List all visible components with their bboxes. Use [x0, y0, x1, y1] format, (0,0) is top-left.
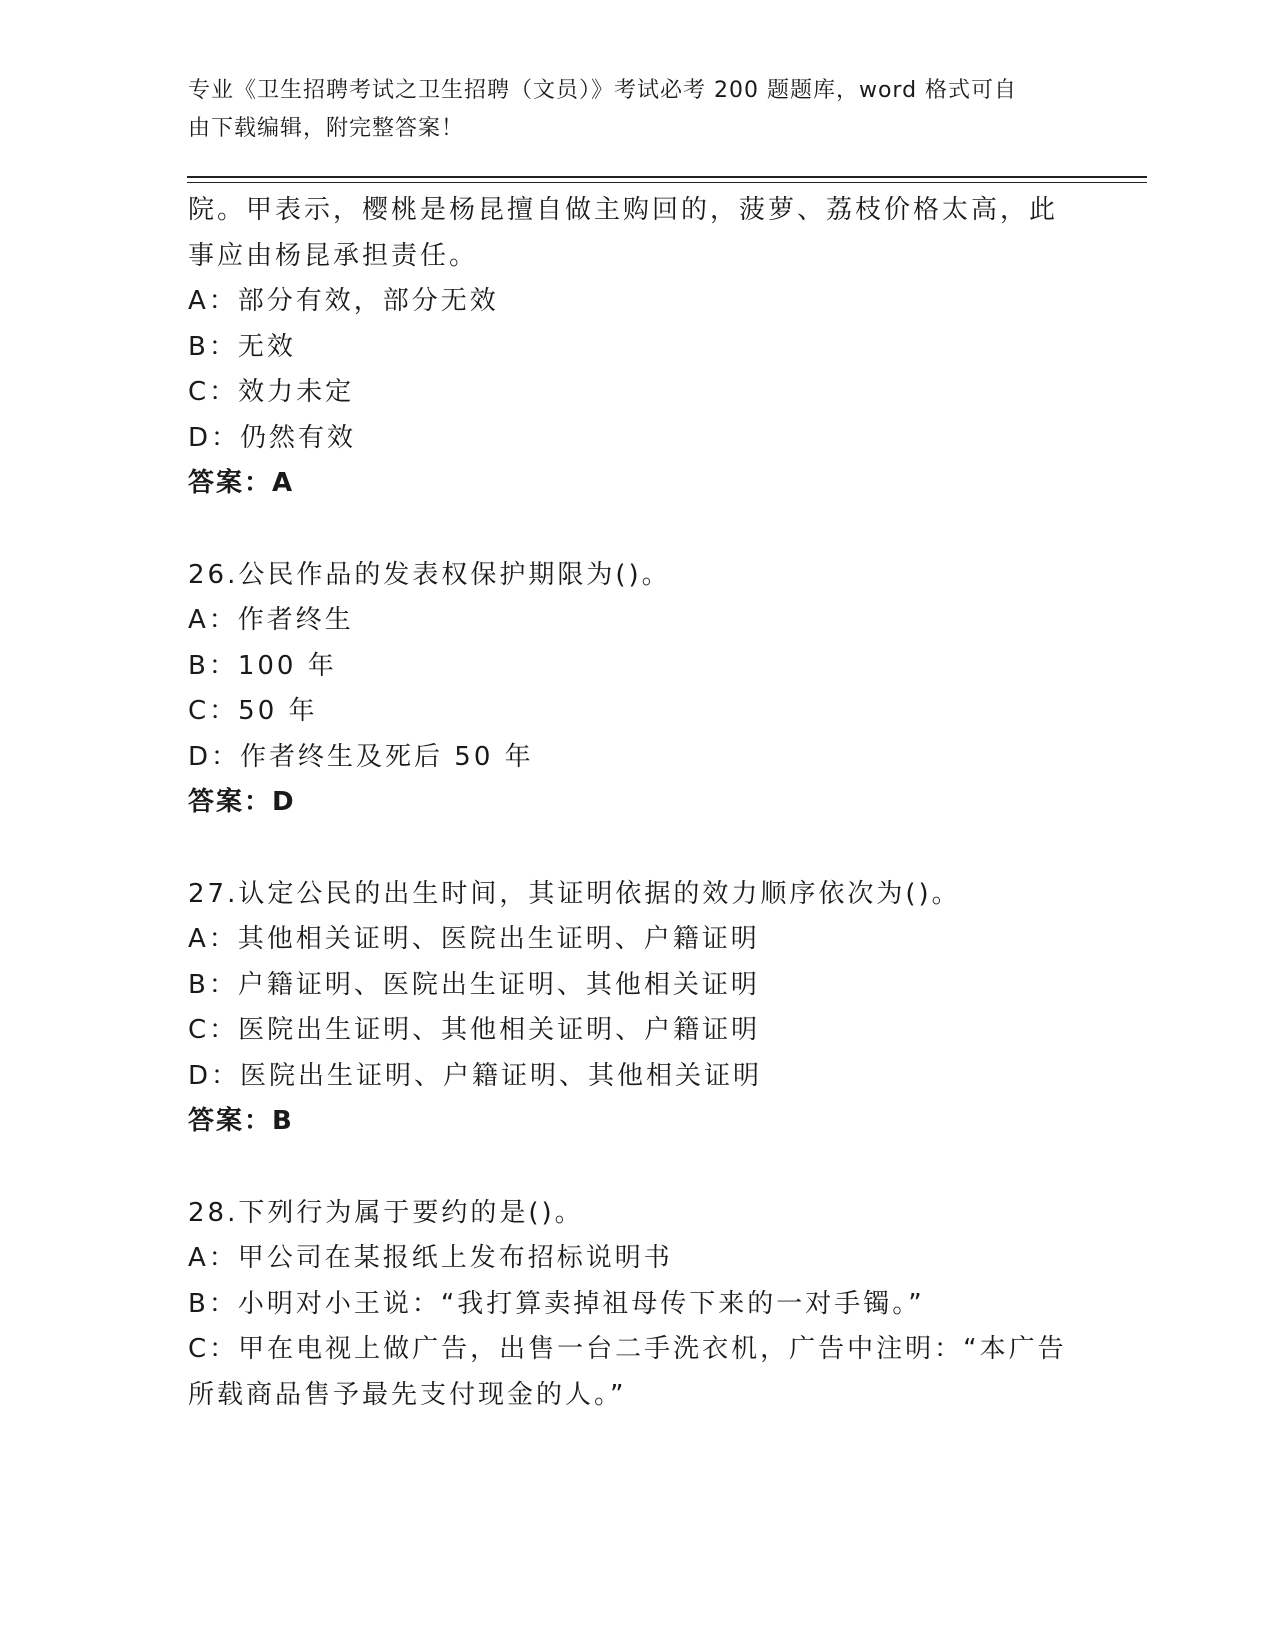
question-stem: 26.公民作品的发表权保护期限为()。 — [188, 559, 671, 590]
question-content — [188, 188, 1088, 1418]
option-c: C：甲在电视上做广告，出售一台二手洗衣机，广告中注明：“本广告 — [188, 1334, 1067, 1364]
spacer — [188, 1145, 1088, 1191]
option-c-continuation: 所载商品售予最先支付现金的人。” — [188, 1379, 627, 1410]
option-b: B：户籍证明、医院出生证明、其他相关证明 — [188, 969, 760, 1000]
option-b: B：无效 — [188, 331, 296, 362]
option-c: C：50 年 — [188, 696, 318, 726]
question-28 — [188, 1191, 1088, 1419]
header-line-2: 由下载编辑，附完整答案！ — [188, 116, 465, 141]
question-27 — [188, 872, 1088, 1145]
header-divider-thick — [187, 176, 1147, 178]
question-25-continuation — [188, 188, 1088, 507]
question-stem: 27.认定公民的出生时间，其证明依据的效力顺序依次为()。 — [188, 878, 961, 909]
option-a: A：其他相关证明、医院出生证明、户籍证明 — [188, 924, 760, 954]
question-stem-line: 事应由杨昆承担责任。 — [188, 240, 479, 271]
option-a: A：作者终生 — [188, 605, 354, 635]
question-stem: 28.下列行为属于要约的是()。 — [188, 1197, 584, 1228]
spacer — [188, 826, 1088, 872]
header-line-1: 专业《卫生招聘考试之卫生招聘（文员）》考试必考 200 题题库，word 格式可自 — [188, 78, 1018, 103]
option-c: C：效力未定 — [188, 377, 355, 407]
option-b: B：小明对小王说：“我打算卖掉祖母传下来的一对手镯。” — [188, 1288, 925, 1319]
question-26 — [188, 553, 1088, 826]
header-divider-thin — [187, 182, 1147, 183]
option-a: A：部分有效，部分无效 — [188, 286, 499, 316]
document-header — [188, 72, 1068, 148]
option-d: D：作者终生及死后 50 年 — [188, 741, 534, 772]
option-d: D：医院出生证明、户籍证明、其他相关证明 — [188, 1060, 763, 1091]
option-b: B：100 年 — [188, 650, 337, 681]
answer-line: 答案：A — [188, 468, 295, 498]
option-d: D：仍然有效 — [188, 422, 357, 453]
spacer — [188, 507, 1088, 553]
answer-line: 答案：B — [188, 1106, 294, 1136]
answer-line: 答案：D — [188, 787, 296, 817]
question-stem-line: 院。甲表示，樱桃是杨昆擅自做主购回的，菠萝、荔枝价格太高，此 — [188, 195, 1059, 225]
option-a: A：甲公司在某报纸上发布招标说明书 — [188, 1243, 673, 1273]
option-c: C：医院出生证明、其他相关证明、户籍证明 — [188, 1015, 761, 1045]
